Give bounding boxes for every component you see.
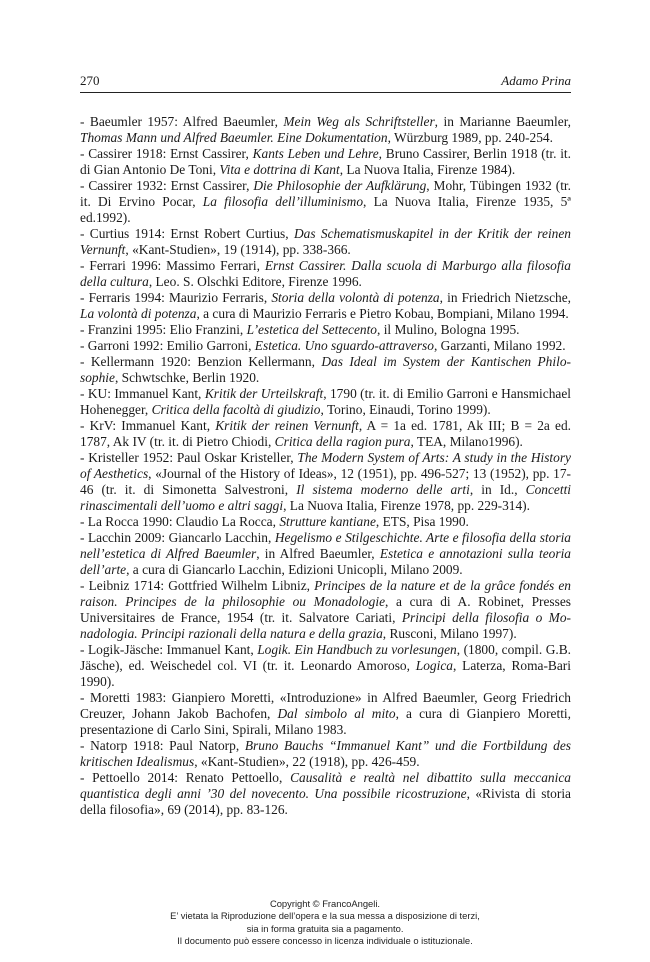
reference-title: Das Ideal im System der Kantischen Philosophie [80, 354, 571, 385]
reference-title: Estetica. Uno sguardo-attraverso [254, 338, 434, 353]
reference-title: Estetica e annotazioni sulla teoria dell’arte [80, 546, 571, 577]
reference-entry [80, 690, 571, 738]
page-number: 270 [80, 73, 100, 88]
reference-title: Principi della filosofia o Monadologia. Principi razionali della natura e della grazia [80, 610, 572, 641]
reference-title: Kritik der reinen Vernunft [215, 418, 359, 433]
reference-entry [80, 258, 571, 290]
reference-title: Il sistema moderno delle arti [296, 482, 470, 497]
reference-title: Concetti rinascimentali dell’uomo e altri saggi [80, 482, 572, 513]
reference-title: Kants Leben und Lehre [252, 146, 379, 161]
reference-text: - Garroni 1992: Emilio Garroni, [80, 338, 255, 353]
reference-text: - KU: Immanuel Kant, [80, 386, 205, 401]
reference-text: , in Alfred Baeumler, [256, 546, 380, 561]
reference-text: - Leibniz 1714: Gottfried Wilhelm Libniz, [80, 578, 315, 593]
running-author: Adamo Prina [501, 73, 571, 88]
reference-entry [80, 290, 571, 322]
reference-entry [80, 322, 571, 338]
reference-title: Ernst Cassirer. Dalla scuola di Marburgo alla filosofia della cultura [80, 258, 571, 289]
reference-text: - Cassirer 1918: Ernst Cassirer, [80, 146, 253, 161]
reference-text: , Garzanti, Milano 1992. [433, 338, 566, 353]
reference-title: The Modern System of Arts: A study in the History of Aesthetics [80, 450, 571, 481]
footer-line: E’ vietata la Riproduzione dell’opera e la sua messa a disposizione di terzi, [170, 910, 480, 922]
reference-text: , a cura di A. Robinet, Presses Universitaires de France, 1954 (tr. it. Salvatore Cariati, [80, 594, 571, 625]
reference-entry [80, 354, 571, 386]
reference-entry [80, 418, 571, 450]
reference-title: Causalità e realtà nel dibattito sulla meccanica quantistica degli anni ’30 del novecento. Una possibile ricostruzione [80, 770, 571, 801]
reference-title: La volontà di potenza [80, 306, 197, 321]
reference-text: , in Id., [469, 482, 526, 497]
reference-text: - Franzini 1995: Elio Franzini, [80, 322, 247, 337]
reference-text: , in Friedrich Nietzsche, [439, 290, 572, 305]
reference-title: Das Schematismuskapitel in der Kritik der reinen Vernunft [80, 226, 571, 257]
reference-entry [80, 514, 571, 530]
copyright-footer [0, 898, 650, 948]
reference-text: - Pettoello 2014: Renato Pettoello, [80, 770, 291, 785]
reference-text: - Curtius 1914: Ernst Robert Curtius, [80, 226, 294, 241]
reference-title: Storia della volontà di potenza [271, 290, 440, 305]
reference-title: Vita e dottrina di Kant [219, 162, 340, 177]
footer-line: sia in forma gratuita sia a pagamento. [246, 922, 404, 934]
footer-line: Il documento può essere concesso in licenza individuale o istituzionale. [177, 935, 473, 947]
bibliography-list [80, 114, 571, 818]
reference-text: , a cura di Gianpiero Moretti, presentazione di Carlo Sini, Spirali, Milano 1983. [80, 706, 571, 737]
reference-text: , «Rivista di storia della filosofia», 69 (2014), pp. 83-126. [80, 786, 571, 817]
reference-title: Critica della facoltà di giudizio [151, 402, 321, 417]
reference-text: - Baeumler 1957: Alfred Baeumler, [80, 114, 284, 129]
reference-title: Mein Weg als Schriftsteller [283, 114, 435, 129]
reference-text: - KrV: Immanuel Kant, [80, 418, 216, 433]
footer-line: Copyright © FrancoAngeli. [269, 898, 381, 909]
reference-title: L’estetica del Settecento [246, 322, 378, 337]
reference-text: , Rusconi, Milano 1997). [382, 626, 517, 641]
reference-title: Hegelismo e Stilgeschichte. Arte e filosofia della storia nell’estetica di Alfred Baeumler [80, 530, 571, 561]
reference-text: , La Nuova Italia, Firenze 1984). [339, 162, 516, 177]
reference-title: Logik. Ein Handbuch zu vorlesungen [257, 642, 457, 657]
reference-text: - Lacchin 2009: Giancarlo Lacchin, [80, 530, 275, 545]
reference-title: Critica della ragion pura [274, 434, 411, 449]
reference-text: , «Journal of the History of Ideas», 12 (1951), pp. 496-527; 13 (1952), pp. 17-46 (tr. it. di Simonetta Salvestroni, [80, 466, 571, 497]
reference-text: , (1800, compil. G.B. Jäsche), ed. Weischedel col. VI (tr. it. Leonardo Amoroso, [80, 642, 571, 673]
reference-text: - Ferrari 1996: Massimo Ferrari, [80, 258, 265, 273]
reference-text: , Würzburg 1989, pp. 240-254. [387, 130, 553, 145]
reference-text: - Kellermann 1920: Benzion Kellermann, [80, 354, 322, 369]
reference-entry [80, 642, 571, 690]
reference-title: Thomas Mann und Alfred Baeumler. Eine Dokumentation [80, 130, 388, 145]
reference-text: - Ferraris 1994: Maurizio Ferraris, [80, 290, 272, 305]
reference-title: Strutture kantiane [279, 514, 376, 529]
reference-text: , ETS, Pisa 1990. [375, 514, 469, 529]
reference-entry [80, 770, 571, 818]
reference-text: , La Nuova Italia, Firenze 1935, 5ª ed.1992). [80, 194, 571, 225]
running-header [80, 72, 571, 93]
reference-text: , Schwtschke, Berlin 1920. [114, 370, 260, 385]
reference-entry [80, 338, 571, 354]
reference-text: , a cura di Maurizio Ferraris e Pietro Kobau, Bompiani, Milano 1994. [196, 306, 569, 321]
reference-text: - Moretti 1983: Gianpiero Moretti, «Introduzione» in Alfred Baeumler, Georg Friedrich Creuzer, Johann Jakob Bachofen, [80, 690, 571, 721]
reference-title: Kritik der Urteilskraft [204, 386, 324, 401]
reference-text: - Kristeller 1952: Paul Oskar Kristeller, [80, 450, 298, 465]
reference-text: , il Mulino, Bologna 1995. [377, 322, 520, 337]
reference-entry [80, 178, 571, 226]
reference-title: Die Philosophie der Aufklärung [253, 178, 427, 193]
reference-entry [80, 226, 571, 258]
reference-text: , A = 1a ed. 1781, Ak III; B = 2a ed. 1787, Ak IV (tr. it. di Pietro Chiodi, [80, 418, 571, 449]
reference-text: - Cassirer 1932: Ernst Cassirer, [80, 178, 254, 193]
reference-entry [80, 738, 571, 770]
reference-text: , Torino, Einaudi, Torino 1999). [320, 402, 491, 417]
reference-text: - La Rocca 1990: Claudio La Rocca, [80, 514, 280, 529]
reference-text: , Mohr, Tübingen 1932 (tr. it. Di Ervino Pocar, [80, 178, 571, 209]
reference-title: Logica [415, 658, 453, 673]
reference-text: , in Marianne Baeumler, [434, 114, 571, 129]
reference-text: , Leo. S. Olschki Editore, Firenze 1996. [148, 274, 362, 289]
reference-text: - Logik-Jäsche: Immanuel Kant, [80, 642, 258, 657]
reference-entry [80, 114, 571, 146]
reference-title: Dal simbolo al mito [277, 706, 396, 721]
reference-text: , «Kant-Studien», 19 (1914), pp. 338-366. [125, 242, 351, 257]
reference-title: Principes de la nature et de la grâce fondés en raison. Principes de la philosophie ou Monadologie [80, 578, 572, 609]
reference-text: , 1790 (tr. it. di Emilio Garroni e Hansmichael Hohenegger, [80, 386, 572, 417]
reference-text: - Natorp 1918: Paul Natorp, [80, 738, 245, 753]
reference-entry [80, 530, 571, 578]
reference-title: Bruno Bauchs “Immanuel Kant” und die Fortbildung des kritischen Idealismus [80, 738, 571, 769]
reference-text: , «Kant-Studien», 22 (1918), pp. 426-459. [194, 754, 420, 769]
reference-entry [80, 450, 571, 514]
reference-entry [80, 146, 571, 178]
reference-entry [80, 386, 571, 418]
reference-text: , a cura di Giancarlo Lacchin, Edizioni Unicopli, Milano 2009. [126, 562, 463, 577]
reference-text: , La Nuova Italia, Firenze 1978, pp. 229-314). [283, 498, 530, 513]
reference-entry [80, 578, 571, 642]
reference-text: , Bruno Cassirer, Berlin 1918 (tr. it. di Gian Antonio De Toni, [80, 146, 571, 177]
reference-text: , TEA, Milano1996). [410, 434, 523, 449]
reference-text: , Laterza, Roma-Bari 1990). [80, 658, 571, 689]
reference-title: La filosofia dell’illuminismo [202, 194, 364, 209]
